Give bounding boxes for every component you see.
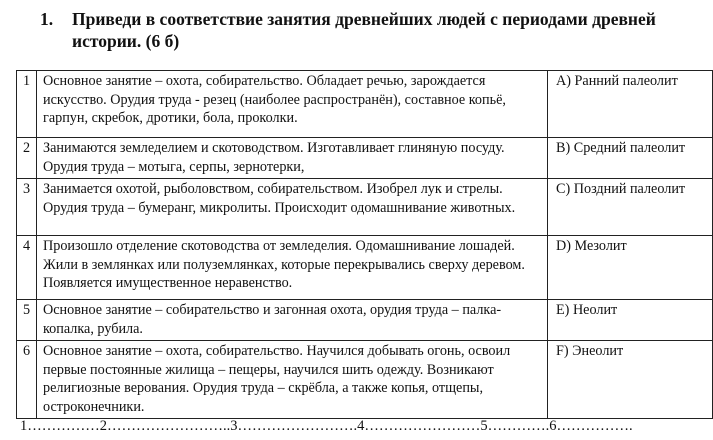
task-title	[40, 8, 700, 52]
table-row	[17, 138, 713, 179]
row-number: 6	[17, 341, 37, 419]
task-title-line-1: Приведи в соответствие занятия древнейших людей с периодами древней	[72, 9, 656, 29]
task-number: 1.	[40, 9, 54, 29]
activity-description: Произошло отделение скотоводства от земледелия. Одомашнивание лошадей. Жили в землянках или полуземлянках, которые перекрывались сверху деревом. Появляется имущественное неравенство.	[37, 236, 548, 300]
row-number: 3	[17, 179, 37, 236]
activity-description: Занимаются земледелием и скотоводством. Изготавливает глиняную посуду. Орудия труда – мотыга, серпы, зернотерки,	[37, 138, 548, 179]
period-name: Е) Неолит	[548, 300, 713, 341]
period-name: В) Средний палеолит	[548, 138, 713, 179]
period-name: С) Поздний палеолит	[548, 179, 713, 236]
matching-table	[16, 70, 713, 419]
table-row	[17, 71, 713, 138]
row-number: 2	[17, 138, 37, 179]
answer-line[interactable]: 1……………2……………………..3…………………….4……………………5………….6…………….	[20, 418, 633, 434]
table-row	[17, 341, 713, 419]
row-number: 4	[17, 236, 37, 300]
table-row	[17, 179, 713, 236]
activity-description: Основное занятие – охота, собирательство. Научился добывать огонь, освоил первые постоянные жилища – пещеры, научился шить одежду. Возникают религиозные верования. Орудия труда – скрёбла, а также копья, отщепы, остроконечники.	[37, 341, 548, 419]
row-number: 5	[17, 300, 37, 341]
period-name: F) Энеолит	[548, 341, 713, 419]
activity-description: Занимается охотой, рыболовством, собирательством. Изобрел лук и стрелы. Орудия труда – бумеранг, микролиты. Происходит одомашнивание животных.	[37, 179, 548, 236]
activity-description: Основное занятие – собирательство и загонная охота, орудия труда – палка-копалка, рубила.	[37, 300, 548, 341]
table-row	[17, 236, 713, 300]
period-name: А) Ранний палеолит	[548, 71, 713, 138]
table-row	[17, 300, 713, 341]
task-title-line-2: истории. (6 б)	[72, 31, 180, 51]
row-number: 1	[17, 71, 37, 138]
activity-description: Основное занятие – охота, собирательство. Обладает речью, зарождается искусство. Орудия труда - резец (наиболее распространён), составное копьё, гарпун, скребок, дротики, бола, проколки.	[37, 71, 548, 138]
period-name: D) Мезолит	[548, 236, 713, 300]
